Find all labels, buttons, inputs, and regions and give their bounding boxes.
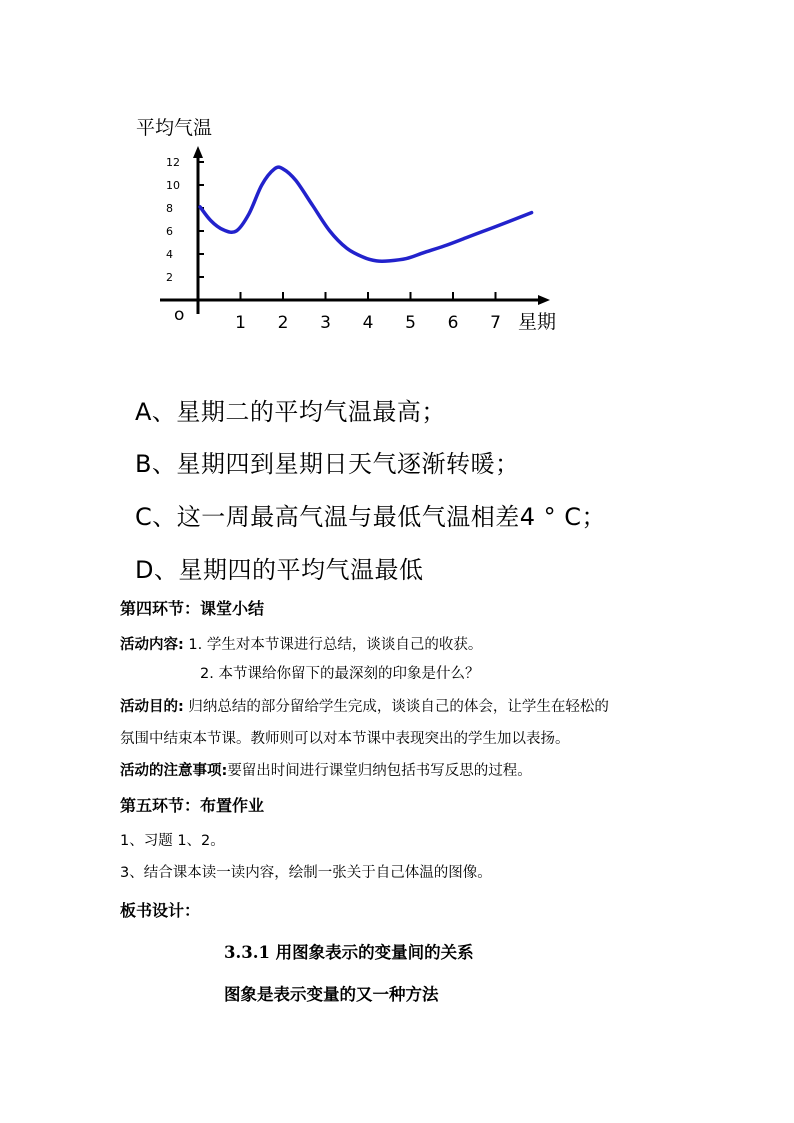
y-tick-label: 8: [166, 202, 173, 215]
activity-content-label: 活动内容:: [120, 637, 184, 653]
y-tick-label: 6: [166, 225, 173, 238]
y-tick-label: 12: [166, 156, 180, 169]
x-tick-label: 3: [320, 313, 331, 333]
origin-label: o: [174, 305, 185, 325]
activity-purpose-text2: 氛围中结束本节课。教师则可以对本节课中表现突出的学生加以表扬。: [120, 731, 570, 747]
homework-item2: 3、结合课本读一读内容，绘制一张关于自己体温的图像。: [120, 865, 492, 881]
homework-item1: 1、习题 1、2。: [120, 833, 225, 849]
activity-content-line: [120, 633, 482, 654]
section5-title: 第五环节：布置作业: [120, 796, 265, 815]
activity-notes-label: 活动的注意事项:: [120, 763, 228, 779]
activity-notes-text: 要留出时间进行课堂归纳包括书写反思的过程。: [227, 763, 532, 779]
x-tick-label: 6: [447, 313, 459, 333]
x-axis-arrow: [538, 295, 550, 305]
section4-title: 第四环节：课堂小结: [120, 599, 265, 618]
option-b: B、星期四到星期日天气逐渐转暖；: [135, 450, 520, 478]
x-axis-title: 星期: [518, 311, 557, 333]
activity-notes-line: [120, 759, 532, 780]
temperature-chart-svg: [120, 108, 580, 338]
board-line1: 3.3.1 用图象表示的变量间的关系: [224, 943, 474, 962]
x-tick-label: 4: [362, 313, 374, 333]
x-tick-label: 2: [277, 313, 289, 333]
activity-purpose-line: [120, 695, 609, 716]
y-tick-label: 4: [166, 248, 173, 261]
option-c: C、这一周最高气温与最低气温相差4 ° C；: [135, 503, 607, 531]
activity-content-item2: 2. 本节课给你留下的最深刻的印象是什么？: [200, 666, 480, 682]
activity-content-item1: 1. 学生对本节课进行总结，谈谈自己的收获。: [183, 637, 483, 653]
option-a: A、星期二的平均气温最高；: [135, 398, 446, 426]
temperature-curve: [200, 167, 531, 261]
y-tick-label: 2: [166, 271, 173, 284]
y-axis-title: 平均气温: [136, 117, 213, 139]
option-d: D、星期四的平均气温最低: [135, 556, 424, 584]
y-tick-label: 10: [166, 179, 180, 192]
activity-purpose-label: 活动目的:: [120, 699, 184, 715]
activity-purpose-text: 归纳总结的部分留给学生完成，谈谈自己的体会，让学生在轻松的: [183, 699, 609, 715]
x-tick-label: 5: [405, 313, 416, 333]
board-line2: 图象是表示变量的又一种方法: [224, 985, 439, 1004]
x-tick-label: 7: [490, 313, 501, 333]
board-title: 板书设计：: [120, 901, 201, 920]
y-axis-arrow: [193, 146, 203, 158]
temperature-chart: [120, 108, 580, 338]
x-tick-label: 1: [235, 313, 246, 333]
